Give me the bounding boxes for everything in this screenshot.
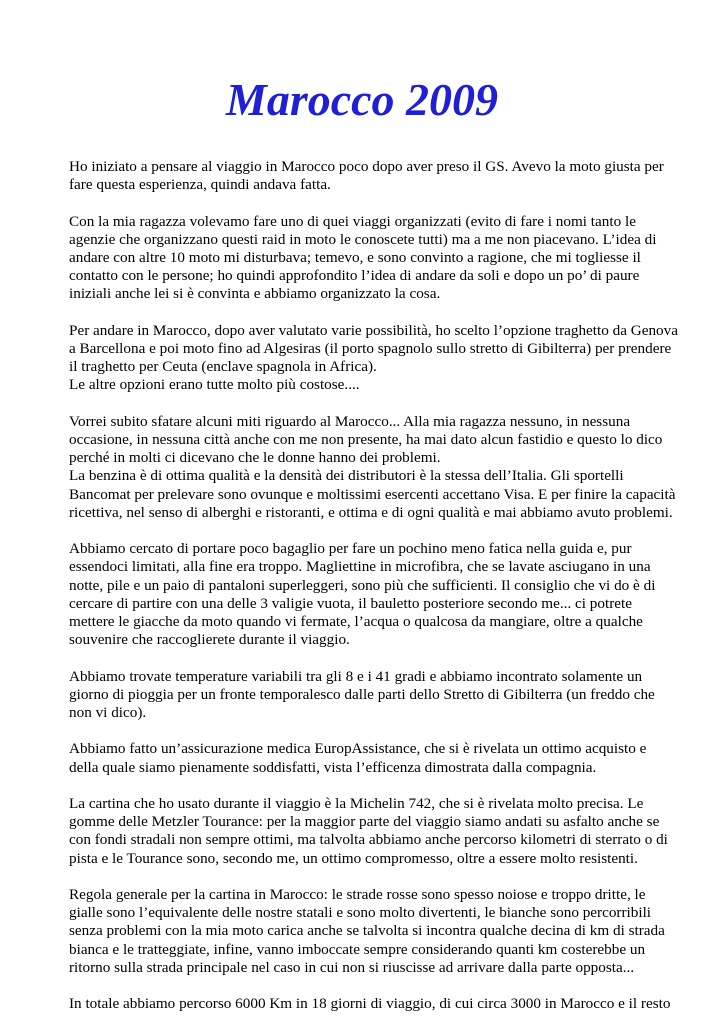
text-line: souvenire che raccoglierete durante il viaggio. [69,631,350,649]
text-line: senza problemi con la mia moto carica anche se talvolta si incontra qualche decina di km di strada [69,922,665,940]
text-line: La benzina è di ottima qualità e la densità dei distributori è la stessa dell’Italia. Gli sportelli [69,467,624,485]
text-line: mettere le giacche da moto quando vi fermate, l’acqua o qualcosa da mangiare, oltre a qualche [69,613,643,631]
document-body [69,158,678,1032]
text-line: La cartina che ho usato durante il viaggio è la Michelin 742, che si è rivelata molto precisa. Le [69,795,644,812]
text-line: il traghetto per Ceuta (enclave spagnola in Africa). [69,358,377,376]
text-line: notte, pile e un paio di pantaloni superleggeri, sono più che sufficienti. Il consiglio che vi do è di [69,576,656,594]
text-line: Ho iniziato a pensare al viaggio in Marocco poco dopo aver preso il GS. Avevo la moto giusta per [69,158,664,175]
text-line: ricettiva, nel senso di alberghi e ristoranti, e ottima e di ogni qualità e mai abbiamo avuto problemi. [69,503,673,521]
text-line: Le altre opzioni erano tutte molto più costose.... [69,376,360,394]
text-line: non vi dico). [69,704,147,722]
text-line: Abbiamo cercato di portare poco bagaglio per fare un pochino meno fatica nella guida e, pur [69,540,632,558]
paragraph [69,213,661,304]
text-line: bianca e le tratteggiate, infine, vanno imboccate sempre considerando quanti km costerebbe un [69,940,646,958]
text-line: a Barcellona e poi moto fino ad Algesiras (il porto spagnolo sullo stretto di Gibilterra) per prendere [69,340,672,357]
text-line: Regola generale per la cartina in Marocco: le strade rosse sono spesso noiose e troppo dritte, le [69,886,646,903]
paragraph [69,740,661,776]
paragraph [69,795,668,868]
paragraph [69,995,671,1013]
paragraph [69,412,676,522]
text-line: Bancomat per prelevare sono ovunque e moltissimi esercenti accettano Visa. E per finire la capacità [69,485,676,503]
paragraph [69,321,678,395]
document-title: Marocco 2009 [225,74,499,125]
text-line: della quale siamo pienamente soddisfatti, vista l’efficenza dimostrata dalla compagnia. [69,758,597,776]
text-line: Abbiamo trovate temperature variabili tra gli 8 e i 41 gradi e abbiamo incontrato solamente un [69,667,643,685]
text-line: iniziali anche lei si è convinta e abbiamo organizzato la cosa. [69,285,441,303]
text-line: gomme delle Metzler Tourance: per la maggior parte del viaggio siamo andati su asfalto anche se [69,813,660,831]
text-line: essendoci limitati, alla fine era troppo. Magliettine in microfibra, che se lavate asciugano in una [69,558,651,576]
text-line: andare con altre 10 moto mi disturbava; temevo, e sono convinto a ragione, che mi togliesse il [69,249,641,266]
text-line: ritorno sulla strada principale nel caso in cui non si riuscisse ad arrivare dalla parte opposta... [69,958,635,976]
text-line: con fondi stradali non sempre ottimi, ma talvolta abbiamo anche percorso kilometri di sterrato o di [69,831,668,849]
text-line: fare questa esperienza, quindi andava fatta. [69,176,331,194]
paragraph [69,886,665,977]
text-line: pista e le Tourance sono, secondo me, un ottimo compromesso, oltre a essere molto resistenti. [69,849,638,867]
text-line: gialle sono l’equivalente delle nostre statali e sono molto divertenti, le bianche sono percorribili [69,904,652,922]
paragraph [69,668,661,723]
text-line: Vorrei subito sfatare alcuni miti riguardo al Marocco... Alla mia ragazza nessuno, in nessuna [69,412,631,430]
text-line: Abbiamo fatto un’assicurazione medica EuropAssistance, che si è rivelata un ottimo acquisto e [69,740,647,758]
text-line: Per andare in Marocco, dopo aver valutato varie possibilità, ho scelto l’opzione traghetto da Genova [69,321,678,339]
text-line: perché in molti ci dicevano che le donne hanno dei problemi. [69,449,441,467]
text-line: Con la mia ragazza volevamo fare uno di quei viaggi organizzati (evito di fare i nomi tanto le [69,212,636,230]
paragraph [69,158,664,194]
text-line: contatto con le persone; ho quindi approfondito l’idea di andare da soli e dopo un po’ di paure [69,267,640,285]
text-line: agenzie che organizzano questi raid in moto le conoscete tutti) ma a me non piacevano. L’idea di [69,230,657,248]
text-line: giorno di pioggia per un fronte temporalesco dalle parti dello Stretto di Gibilterra (un freddo che [69,685,655,703]
text-line: In totale abbiamo percorso 6000 Km in 18 giorni di viaggio, di cui circa 3000 in Marocco e il resto [69,995,671,1013]
text-line: occasione, in nessuna città anche con me non presente, ha mai dato alcun fastidio e questo lo dico [69,431,663,448]
text-line: cercare di partire con una delle 3 valigie vuota, il bauletto posteriore secondo me... ci potrete [69,594,632,612]
paragraph [69,540,661,649]
